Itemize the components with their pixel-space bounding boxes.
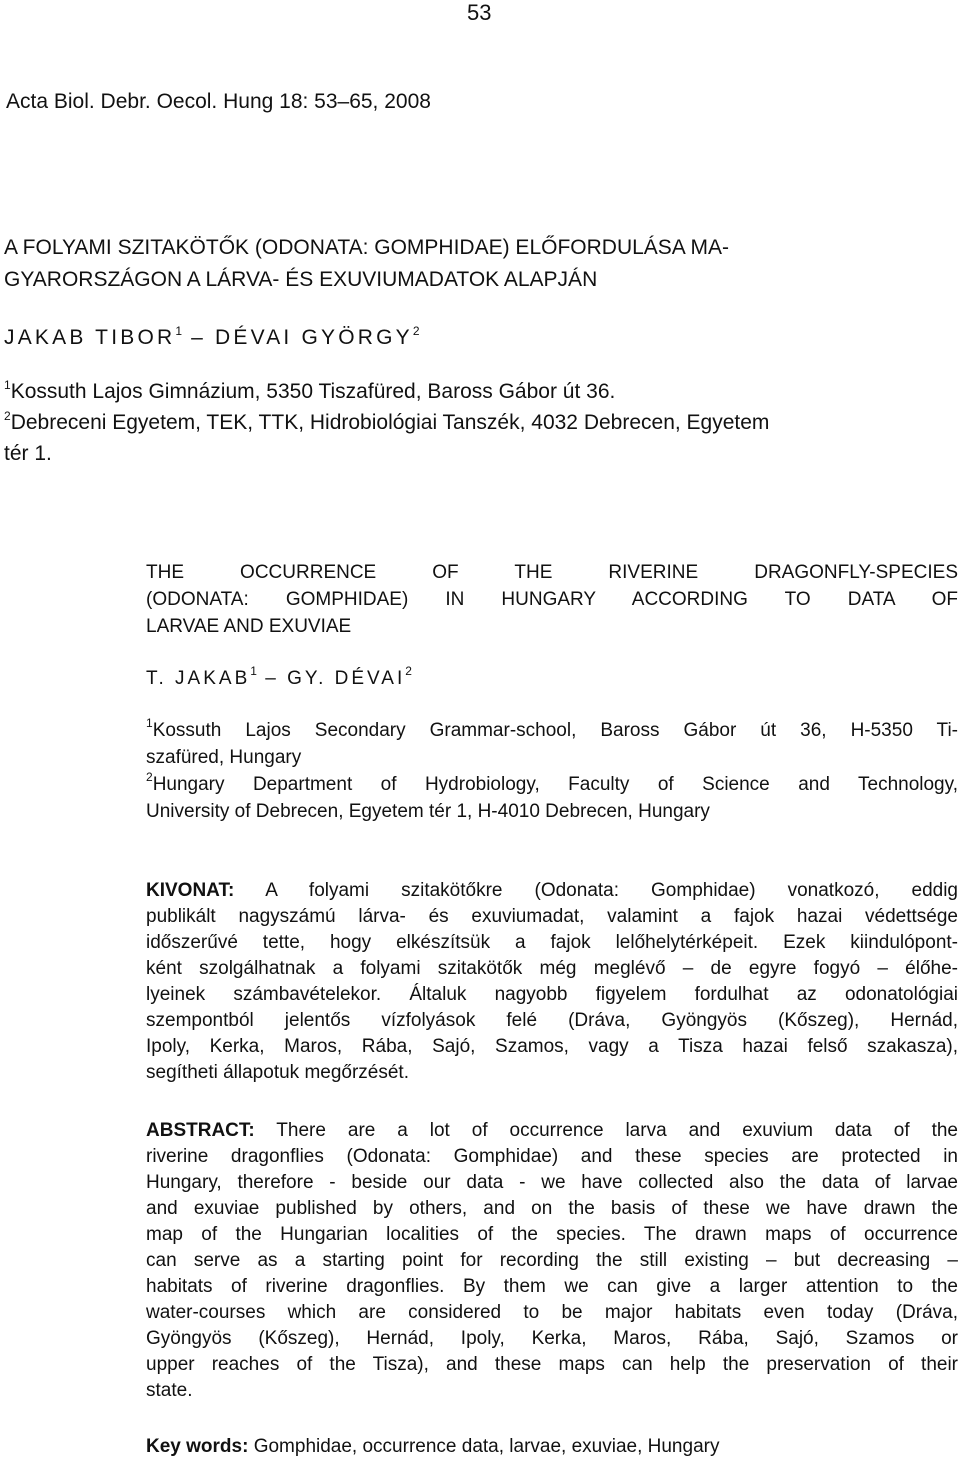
kivonat-line: [146, 880, 958, 902]
abstract-line: state.: [146, 1380, 193, 1401]
kivonat-line: segítheti állapotuk megőrzését.: [146, 1062, 409, 1083]
hungarian-affiliation: [4, 380, 615, 404]
kivonat-text: A folyami szitakötőkre (Odonata: Gomphidae) vonatkozó, eddig: [234, 880, 958, 901]
abstract-line: Hungary, therefore - beside our data - we have collected also the data of larvae: [146, 1172, 958, 1193]
abstract-line: Gyöngyös (Kőszeg), Hernád, Ipoly, Kerka, Maros, Rába, Sajó, Szamos or: [146, 1328, 958, 1349]
affiliation-text: Debreceni Egyetem, TEK, TTK, Hidrobiológiai Tanszék, 4032 Debrecen, Egyetem: [10, 411, 770, 434]
author-separator: –: [256, 668, 288, 689]
abstract-label: ABSTRACT:: [146, 1120, 255, 1141]
affiliation-marker: 2: [146, 770, 153, 784]
english-affiliation: [146, 801, 710, 823]
english-title-line: (ODONATA: GOMPHIDAE) IN HUNGARY ACCORDING TO DATA OF: [146, 589, 958, 610]
page-number: 53: [467, 0, 492, 25]
hungarian-authors: [4, 326, 420, 350]
affiliation-text: Hungary Department of Hydrobiology, Faculty of Science and Technology,: [152, 774, 958, 795]
english-affiliation: [146, 716, 958, 742]
abstract-line: can serve as a starting point for recording the still existing – but decreasing –: [146, 1250, 958, 1271]
journal-citation: Acta Biol. Debr. Oecol. Hung 18: 53–65, 2008: [6, 90, 431, 113]
affiliation-text: szafüred, Hungary: [146, 747, 302, 768]
affiliation-marker: 2: [412, 324, 420, 338]
affiliation-marker: 1: [4, 378, 11, 392]
english-affiliation: [146, 747, 301, 769]
author-name: T. JAKAB: [146, 668, 251, 689]
author-name: JAKAB TIBOR: [4, 326, 176, 349]
affiliation-text: Kossuth Lajos Secondary Grammar-school, Baross Gábor út 36, H-5350 Ti-: [152, 720, 958, 741]
abstract-line: riverine dragonflies (Odonata: Gomphidae) and these species are protected in: [146, 1146, 958, 1167]
abstract-line: [146, 1120, 958, 1142]
english-title-line: LARVAE AND EXUVIAE: [146, 616, 352, 637]
hungarian-title-line: GYARORSZÁGON A LÁRVA- ÉS EXUVIUMADATOK ALAPJÁN: [4, 268, 598, 291]
affiliation-marker: 2: [405, 664, 412, 678]
hungarian-title-line: A FOLYAMI SZITAKÖTŐK (ODONATA: GOMPHIDAE) ELŐFORDULÁSA MA-: [4, 236, 729, 259]
affiliation-text: Kossuth Lajos Gimnázium, 5350 Tiszafüred, Baross Gábor út 36.: [10, 380, 616, 403]
affiliation-text: University of Debrecen, Egyetem tér 1, H-4010 Debrecen, Hungary: [146, 801, 710, 822]
affiliation-marker: 1: [146, 716, 153, 730]
kivonat-line: publikált nagyszámú lárva- és exuviumadat, valamint a fajok hazai védettsége: [146, 906, 958, 927]
kivonat-line: időszerűvé tette, hogy elkészítsük a fajok lelőhelytérképeit. Ezek kiindulópont-: [146, 932, 958, 953]
author-separator: –: [182, 326, 215, 349]
keywords-text: Gomphidae, occurrence data, larvae, exuviae, Hungary: [248, 1436, 720, 1457]
kivonat-line: ként szolgálhatnak a folyami szitakötők még meglévő – de egyre fogyó – élőhe-: [146, 958, 958, 979]
author-name: GY. DÉVAI: [287, 668, 406, 689]
abstract-line: map of the Hungarian localities of the species. The drawn maps of occurrence: [146, 1224, 958, 1245]
affiliation-text: tér 1.: [4, 442, 52, 465]
abstract-line: habitats of riverine dragonflies. By them we can give a larger attention to the: [146, 1276, 958, 1297]
kivonat-label: KIVONAT:: [146, 880, 235, 901]
english-authors: [146, 664, 412, 690]
kivonat-line: szempontból jelentős vízfolyások felé (Dráva, Gyöngyös (Kőszeg), Hernád,: [146, 1010, 958, 1031]
abstract-text: There are a lot of occurrence larva and exuvium data of the: [254, 1120, 958, 1141]
affiliation-marker: 1: [175, 324, 183, 338]
english-title-line: THE OCCURRENCE OF THE RIVERINE DRAGONFLY-SPECIES: [146, 562, 958, 583]
kivonat-line: lyeinek számbavételekor. Általuk nagyobb figyelem fordulhat az odonatológiai: [146, 984, 958, 1005]
english-affiliation: [146, 770, 958, 796]
author-name: DÉVAI GYÖRGY: [215, 326, 413, 349]
affiliation-marker: 1: [250, 664, 257, 678]
abstract-line: and exuviae published by others, and on the basis of these we have drawn the: [146, 1198, 958, 1219]
hungarian-affiliation: [4, 411, 769, 435]
abstract-line: upper reaches of the Tisza), and these maps can help the preservation of their: [146, 1354, 958, 1375]
kivonat-line: Ipoly, Kerka, Maros, Rába, Sajó, Szamos, vagy a Tisza hazai felső szakasza),: [146, 1036, 958, 1057]
keywords-label: Key words:: [146, 1436, 249, 1457]
hungarian-affiliation: [4, 442, 52, 466]
keywords-line: [146, 1436, 958, 1458]
abstract-line: water-courses which are considered to be major habitats even today (Dráva,: [146, 1302, 958, 1323]
affiliation-marker: 2: [4, 409, 11, 423]
